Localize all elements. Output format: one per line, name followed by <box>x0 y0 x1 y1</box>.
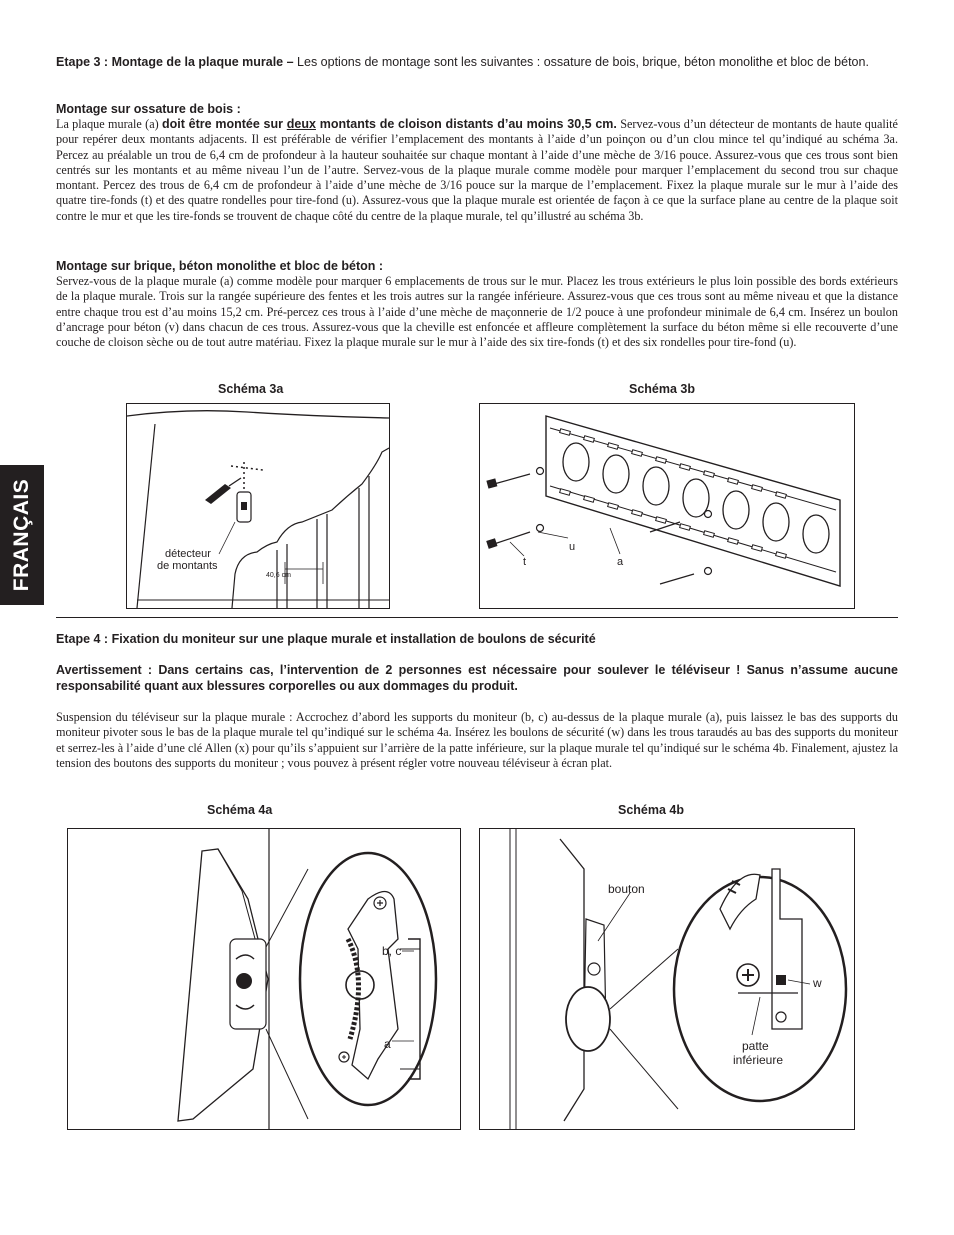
fig4b-frame <box>479 828 855 1130</box>
step3-title: Etape 3 : Montage de la plaque murale – <box>56 55 294 69</box>
step4-title: Etape 4 : Fixation du moniteur sur une plaque murale et installation de boulons de sécurité <box>56 632 596 646</box>
wood-text-part2: Servez-vous d’un détecteur de montants de haute qualité pour repérer deux montants adjacents. Il est préférable de vérifier l’emplacement des montants à l’aide d’un poinçon ou d’un clou mince tel qu’indiqué au schéma 3a. Percez au préalable un trou de 6,4 cm de profondeur à la hauteur souhaitée sur chaque montant à l’aide d’une mèche de 3/16 pouce. Assurez-vous que ces trous sont bien centrés sur les montants et au même niveau l’un de l’autre. Servez-vous de la plaque murale comme modèle pour marquer l’emplacement du second trou sur chaque montant. Percez des trous de 6,4 cm de profondeur à l’aide d’une mèche de 3/16 pouce sur la marque de l’emplacement. Fixez la plaque murale sur le mur à l’aide des quatre tire-fonds (t) et des quatre rondelles pour tire-fond (u). Assurez-vous que la plaque murale est orientée de façon à ce que la surface plane au centre de la plaque soit contre le mur et que les tire-fonds se trouvent de chaque côté du centre de la plaque murale, tel qu’illustré au schéma 3b. <box>56 117 898 223</box>
fig4b-label-bouton: bouton <box>608 882 645 896</box>
step4-warning-block <box>56 662 898 694</box>
wood-bold-2: montants de cloison distants d’au moins 30,5 cm. <box>315 117 617 131</box>
fig3b-caption: Schéma 3b <box>629 382 696 396</box>
wood-text <box>56 117 898 224</box>
fig4a-label-bc: b, c <box>382 944 402 958</box>
wood-section <box>56 101 898 224</box>
fig4b-label-w: w <box>813 976 822 990</box>
step4-title-block <box>56 631 898 647</box>
fig4b-caption: Schéma 4b <box>618 803 685 817</box>
fig4b-illustration <box>480 829 854 1129</box>
brick-text: Servez-vous de la plaque murale (a) comme modèle pour marquer 6 emplacements de trous sur le mur. Placez les trous extérieurs le plus loin possible des bords extérieurs de la plaque murale. Trois sur la rangée supérieure des fentes et les trois autres sur la rangée inférieure. Assurez-vous que ces trous sont au même niveau et que la distance entre chaque trou est d’au moins 15,2 cm. Pré-percez ces trous à l’aide d’une mèche de maçonnerie de 1/2 pouce à une profondeur minimale de 6,4 cm. Insérez un boulon d’ancrage pour béton (v) dans chacun de ces trous. Assurez-vous que la cheville est enfoncée et affleure complètement la surface du béton même si elle recouverte d’une couche de cloison sèche ou de tout autre matériau. Fixez la plaque murale sur le mur à l’aide des six tire-fonds (t) et des six rondelles pour tire-fond (u). <box>56 274 898 350</box>
language-side-tab <box>0 465 44 605</box>
language-label: FRANÇAIS <box>10 478 33 592</box>
fig3a-label-detector-1: détecteur <box>165 548 211 560</box>
wood-bold-underlined: deux <box>286 117 316 131</box>
brick-section <box>56 258 898 350</box>
fig4a-caption: Schéma 4a <box>207 803 273 817</box>
fig3a-illustration <box>127 404 389 608</box>
fig3b-label-u: u <box>569 541 576 553</box>
fig3b-label-a: a <box>617 556 624 568</box>
fig3a-frame <box>126 403 390 609</box>
step3-intro-text: Les options de montage sont les suivantes : ossature de bois, brique, béton monolithe et bloc de béton. <box>293 55 869 69</box>
fig3a-dimension: 40,6 cm <box>266 572 291 579</box>
step4-text: Suspension du téléviseur sur la plaque murale : Accrochez d’abord les supports du moniteur (b, c) au-dessus de la plaque murale (a), puis laissez le bas des supports du moniteur pivoter sous le bas de la plaque murale tel qu’indiqué sur le schéma 4a. Insérez les boulons de sécurité (w) dans les trous taraudés au bas des supports du moniteur et serrez-les à l’aide d’une clé Allen (x) pour qu’ils s’appuient sur l’arrière de la patte inférieure, sur la plaque murale tel qu’indiqué sur le schéma 4b. Finalement, ajustez la tension des boutons des supports du moniteur ; vous pouvez à présent régler votre nouveau téléviseur à écran plat. <box>56 710 898 770</box>
fig4a-illustration <box>68 829 460 1129</box>
brick-heading: Montage sur brique, béton monolithe et bloc de béton : <box>56 259 384 273</box>
fig3b-label-t: t <box>523 556 527 568</box>
section-divider <box>56 617 898 618</box>
fig3b-illustration <box>480 404 854 608</box>
fig4a-frame <box>67 828 461 1130</box>
fig3a-caption: Schéma 3a <box>218 382 284 396</box>
wood-heading: Montage sur ossature de bois : <box>56 102 241 116</box>
wood-text-part1: La plaque murale (a) <box>56 117 163 131</box>
step4-text-block <box>56 710 898 771</box>
fig3a-label-detector-2: de montants <box>157 560 218 572</box>
fig3b-frame <box>479 403 855 609</box>
step3-intro <box>56 54 898 70</box>
step4-warning: Avertissement : Dans certains cas, l’intervention de 2 personnes est nécessaire pour soulever le téléviseur ! Sanus n’assume aucune responsabilité quant aux blessures corporelles ou aux dommages du produit. <box>56 663 898 693</box>
wood-bold-1: doit être montée sur <box>162 117 287 131</box>
fig4b-label-patte-2: inférieure <box>733 1053 784 1067</box>
fig4b-label-patte-1: patte <box>742 1039 769 1053</box>
fig4a-label-a: a <box>384 1037 391 1051</box>
